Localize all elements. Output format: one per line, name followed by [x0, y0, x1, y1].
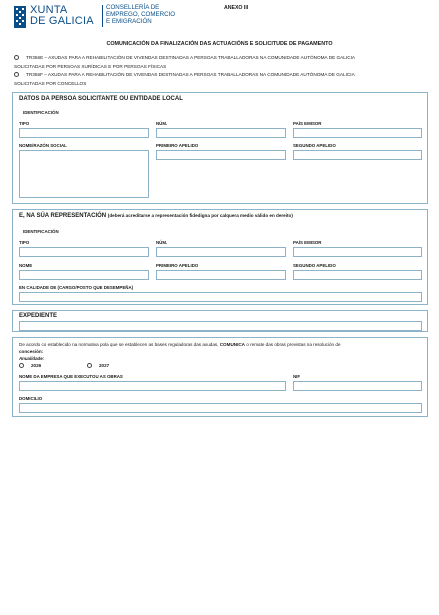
logo-wordmark	[30, 5, 94, 27]
dept-line-3: E EMIGRACIÓN	[106, 18, 152, 25]
representative-capacity-label: EN CALIDADE DE (CARGO/POSTO QUE DESEMPEÑA)	[19, 285, 134, 290]
procedure-1-text: TR356E – AXUDAS PARA A REHABILITACIÓN DE VIVENDAS DESTINADAS A PERSOAS TRABALLADORAS NA COMUNIDADE AUTÓNOMA DE GALICIA	[26, 55, 356, 60]
logo-line-1: XUNTA	[30, 4, 68, 16]
representative-identification-label: IDENTIFICACIÓN	[23, 229, 59, 234]
representative-type-field[interactable]	[19, 247, 149, 257]
address-label: DOMICILIO	[19, 396, 43, 401]
applicant-type-label: TIPO	[19, 121, 30, 126]
department-name	[106, 4, 175, 25]
logo-line-2: DE GALICIA	[30, 15, 94, 27]
applicant-country-label: PAÍS EMISOR	[293, 121, 322, 126]
procedure-1-radio[interactable]	[14, 55, 19, 60]
annex-label: ANEXO III	[224, 5, 249, 11]
representative-name-field[interactable]	[19, 270, 149, 280]
procedure-2-radio[interactable]	[14, 72, 19, 77]
representative-surname2-field[interactable]	[293, 270, 422, 280]
file-section-title: EXPEDIENTE	[19, 313, 58, 319]
document-title: COMUNICACIÓN DA FINALIZACIÓN DAS ACTUACIÓNS E SOLICITUDE DE PAGAMENTO	[106, 41, 333, 47]
communication-text-a: De acordo co establecido na normativa pola que se establecen as bases reguladoras das axudas,	[19, 342, 220, 347]
company-field[interactable]	[19, 381, 286, 391]
representative-country-field[interactable]	[293, 247, 422, 257]
communication-section	[12, 337, 428, 417]
representative-section-title	[19, 213, 293, 219]
representative-number-label: NÚM.	[156, 240, 168, 245]
communication-text	[19, 341, 419, 355]
nif-field[interactable]	[293, 381, 422, 391]
xunta-logo	[14, 4, 100, 30]
representative-surname1-label: PRIMEIRO APELIDO	[156, 263, 199, 268]
applicant-section-title: DATOS DA PERSOA SOLICITANTE OU ENTIDADE LOCAL	[19, 96, 183, 102]
applicant-number-field[interactable]	[156, 128, 286, 138]
annuity-2027-radio[interactable]	[87, 363, 92, 368]
applicant-surname2-field[interactable]	[293, 150, 422, 160]
applicant-section	[12, 92, 428, 204]
applicant-identification-label: IDENTIFICACIÓN	[23, 110, 59, 115]
dept-line-2: EMPREGO, COMERCIO	[106, 11, 176, 18]
annuity-2026-label: 2026	[31, 363, 42, 368]
communication-text-b: COMUNICA	[219, 342, 245, 347]
procedure-2-text: TR356F – AXUDAS PARA A REHABILITACIÓN DE VIVENDAS DESTINADAS A PERSOAS TRABALLADORAS NA COMUNIDADE AUTÓNOMA DE GALICIA	[26, 72, 355, 77]
representative-capacity-field[interactable]	[19, 292, 422, 302]
procedure-1-text-cont: SOLICITADAS POR PERSOAS XURÍDICAS E POR PERSOAS FÍSICAS	[14, 64, 167, 69]
annuity-label: Anualidade:	[19, 356, 45, 361]
applicant-name-label: NOME/RAZÓN SOCIAL	[19, 143, 67, 148]
nif-label: NIF	[293, 374, 301, 379]
representative-note: (deberá acreditarse a representación fidedigna por calquera medio válido en dereito)	[107, 213, 293, 218]
applicant-name-field[interactable]	[19, 150, 149, 198]
file-number-field[interactable]	[19, 321, 422, 331]
annuity-2027-label: 2027	[99, 363, 110, 368]
representative-title-text: E, NA SÚA REPRESENTACIÓN	[19, 213, 107, 219]
file-section	[12, 310, 428, 332]
annuity-2026-radio[interactable]	[19, 363, 24, 368]
representative-number-field[interactable]	[156, 247, 286, 257]
annuity-option-2027[interactable]	[87, 363, 109, 368]
procedure-2-text-cont: SOLICITADAS POR CONCELLOS	[14, 81, 87, 86]
address-field[interactable]	[19, 403, 422, 413]
representative-section	[12, 209, 428, 305]
representative-type-label: TIPO	[19, 240, 30, 245]
header-divider	[102, 5, 103, 27]
company-label: NOME DA EMPRESA QUE EXECUTOU AS OBRAS	[19, 374, 123, 379]
applicant-type-field[interactable]	[19, 128, 149, 138]
communication-text-c: o remate das obras previstas na resolución de	[245, 342, 341, 347]
procedure-option-1[interactable]	[14, 53, 424, 71]
communication-text-d: concesión:	[19, 349, 44, 354]
dept-line-1: CONSELLERÍA DE	[106, 4, 160, 11]
applicant-surname1-field[interactable]	[156, 150, 286, 160]
representative-surname1-field[interactable]	[156, 270, 286, 280]
applicant-country-field[interactable]	[293, 128, 422, 138]
applicant-surname2-label: SEGUNDO APELIDO	[293, 143, 336, 148]
representative-surname2-label: SEGUNDO APELIDO	[293, 263, 336, 268]
representative-country-label: PAÍS EMISOR	[293, 240, 322, 245]
representative-name-label: NOME	[19, 263, 33, 268]
applicant-number-label: NÚM.	[156, 121, 168, 126]
procedure-option-2[interactable]	[14, 70, 424, 88]
applicant-surname1-label: PRIMEIRO APELIDO	[156, 143, 199, 148]
xunta-emblem-icon	[14, 6, 26, 28]
annuity-option-2026[interactable]	[19, 363, 41, 368]
